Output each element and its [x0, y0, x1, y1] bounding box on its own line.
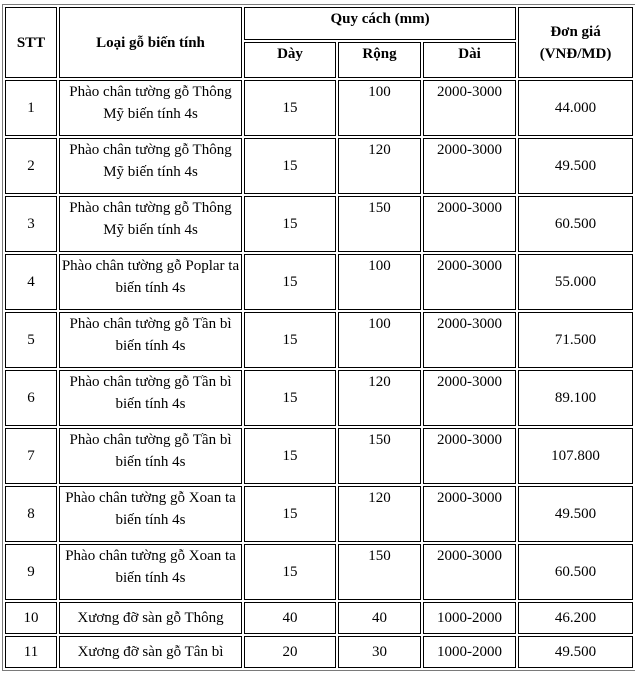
cell-price: 49.500 — [518, 138, 633, 194]
cell-thickness: 15 — [244, 312, 336, 368]
cell-stt: 8 — [5, 486, 57, 542]
cell-stt: 7 — [5, 428, 57, 484]
cell-width: 100 — [338, 80, 421, 136]
cell-price: 46.200 — [518, 602, 633, 634]
header-stt: STT — [5, 7, 57, 78]
cell-length: 2000-3000 — [423, 196, 516, 252]
cell-length: 2000-3000 — [423, 370, 516, 426]
cell-width: 40 — [338, 602, 421, 634]
header-thickness: Dày — [244, 42, 336, 78]
header-type: Loại gỗ biến tính — [59, 7, 242, 78]
cell-thickness: 40 — [244, 602, 336, 634]
cell-stt: 4 — [5, 254, 57, 310]
cell-name: Phào chân tường gỗ Xoan ta biến tính 4s — [59, 544, 242, 600]
header-price: Đơn giá (VNĐ/MD) — [518, 7, 633, 78]
cell-stt: 3 — [5, 196, 57, 252]
cell-stt: 9 — [5, 544, 57, 600]
cell-name: Phào chân tường gỗ Tần bì biến tính 4s — [59, 428, 242, 484]
cell-thickness: 15 — [244, 486, 336, 542]
cell-length: 2000-3000 — [423, 486, 516, 542]
cell-price: 49.500 — [518, 486, 633, 542]
table-row — [5, 370, 633, 426]
table-row — [5, 196, 633, 252]
cell-thickness: 20 — [244, 636, 336, 668]
cell-thickness: 15 — [244, 428, 336, 484]
cell-name: Xương đỡ sàn gỗ Tân bì — [59, 636, 242, 668]
table-row — [5, 138, 633, 194]
cell-price: 89.100 — [518, 370, 633, 426]
cell-stt: 10 — [5, 602, 57, 634]
cell-stt: 1 — [5, 80, 57, 136]
header-spec: Quy cách (mm) — [244, 7, 516, 40]
cell-name: Phào chân tường gỗ Tần bì biến tính 4s — [59, 370, 242, 426]
cell-length: 2000-3000 — [423, 254, 516, 310]
price-table — [2, 4, 635, 671]
cell-price: 107.800 — [518, 428, 633, 484]
cell-length: 1000-2000 — [423, 602, 516, 634]
table-row — [5, 312, 633, 368]
table-row — [5, 602, 633, 634]
table-row — [5, 80, 633, 136]
table-row — [5, 254, 633, 310]
table-row — [5, 486, 633, 542]
cell-length: 2000-3000 — [423, 138, 516, 194]
table-row — [5, 636, 633, 668]
cell-stt: 5 — [5, 312, 57, 368]
cell-thickness: 15 — [244, 254, 336, 310]
cell-price: 60.500 — [518, 544, 633, 600]
cell-length: 2000-3000 — [423, 80, 516, 136]
cell-price: 55.000 — [518, 254, 633, 310]
cell-name: Phào chân tường gỗ Tần bì biến tính 4s — [59, 312, 242, 368]
cell-name: Phào chân tường gỗ Thông Mỹ biến tính 4s — [59, 138, 242, 194]
cell-name: Xương đỡ sàn gỗ Thông — [59, 602, 242, 634]
cell-price: 60.500 — [518, 196, 633, 252]
cell-name: Phào chân tường gỗ Xoan ta biến tính 4s — [59, 486, 242, 542]
cell-length: 1000-2000 — [423, 636, 516, 668]
cell-width: 120 — [338, 486, 421, 542]
cell-thickness: 15 — [244, 196, 336, 252]
cell-width: 150 — [338, 428, 421, 484]
table-row — [5, 544, 633, 600]
header-length: Dài — [423, 42, 516, 78]
cell-width: 100 — [338, 312, 421, 368]
cell-stt: 2 — [5, 138, 57, 194]
table-row — [5, 428, 633, 484]
cell-length: 2000-3000 — [423, 428, 516, 484]
cell-price: 49.500 — [518, 636, 633, 668]
cell-thickness: 15 — [244, 80, 336, 136]
cell-price: 44.000 — [518, 80, 633, 136]
cell-thickness: 15 — [244, 544, 336, 600]
cell-length: 2000-3000 — [423, 312, 516, 368]
cell-name: Phào chân tường gỗ Thông Mỹ biến tính 4s — [59, 196, 242, 252]
cell-thickness: 15 — [244, 370, 336, 426]
cell-name: Phào chân tường gỗ Poplar ta biến tính 4s — [59, 254, 242, 310]
cell-width: 150 — [338, 196, 421, 252]
table-body — [5, 80, 633, 668]
cell-width: 150 — [338, 544, 421, 600]
cell-stt: 11 — [5, 636, 57, 668]
header-width: Rộng — [338, 42, 421, 78]
cell-stt: 6 — [5, 370, 57, 426]
cell-length: 2000-3000 — [423, 544, 516, 600]
header-row-top — [5, 7, 633, 40]
cell-name: Phào chân tường gỗ Thông Mỹ biến tính 4s — [59, 80, 242, 136]
cell-width: 120 — [338, 138, 421, 194]
cell-width: 30 — [338, 636, 421, 668]
cell-price: 71.500 — [518, 312, 633, 368]
cell-thickness: 15 — [244, 138, 336, 194]
table-header — [5, 7, 633, 78]
cell-width: 120 — [338, 370, 421, 426]
cell-width: 100 — [338, 254, 421, 310]
